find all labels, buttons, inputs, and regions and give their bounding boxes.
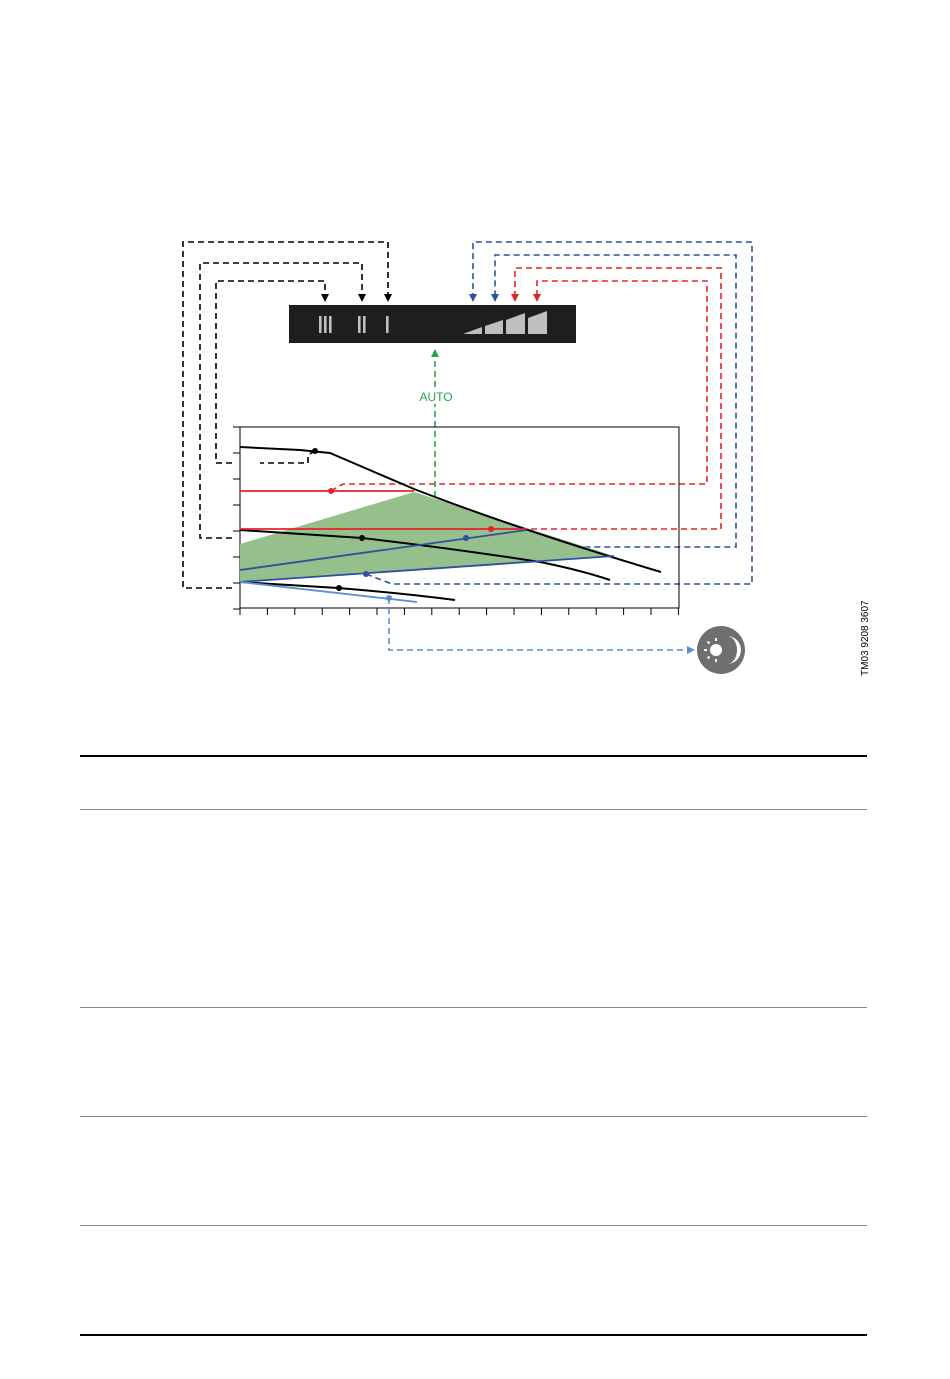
proportional-arrowheads bbox=[469, 294, 499, 302]
sun-moon-icon bbox=[697, 626, 745, 674]
constant-arrowheads bbox=[511, 294, 541, 302]
auto-leader-line bbox=[431, 349, 439, 520]
table-top-rule bbox=[80, 755, 867, 757]
table-row-divider bbox=[80, 1225, 867, 1226]
speed-I-icon bbox=[386, 316, 389, 333]
speed-arrowheads bbox=[321, 294, 392, 302]
table-row-divider bbox=[80, 1116, 867, 1117]
table-header-rule bbox=[80, 809, 867, 810]
speed-III-icon bbox=[319, 316, 332, 333]
control-panel-display bbox=[289, 305, 576, 343]
table-bottom-rule bbox=[80, 1334, 867, 1336]
night-mode-line bbox=[240, 582, 695, 654]
table-row-divider bbox=[80, 1007, 867, 1008]
auto-label: AUTO bbox=[419, 390, 453, 404]
drawing-number: TM03 9208 3607 bbox=[860, 600, 871, 676]
